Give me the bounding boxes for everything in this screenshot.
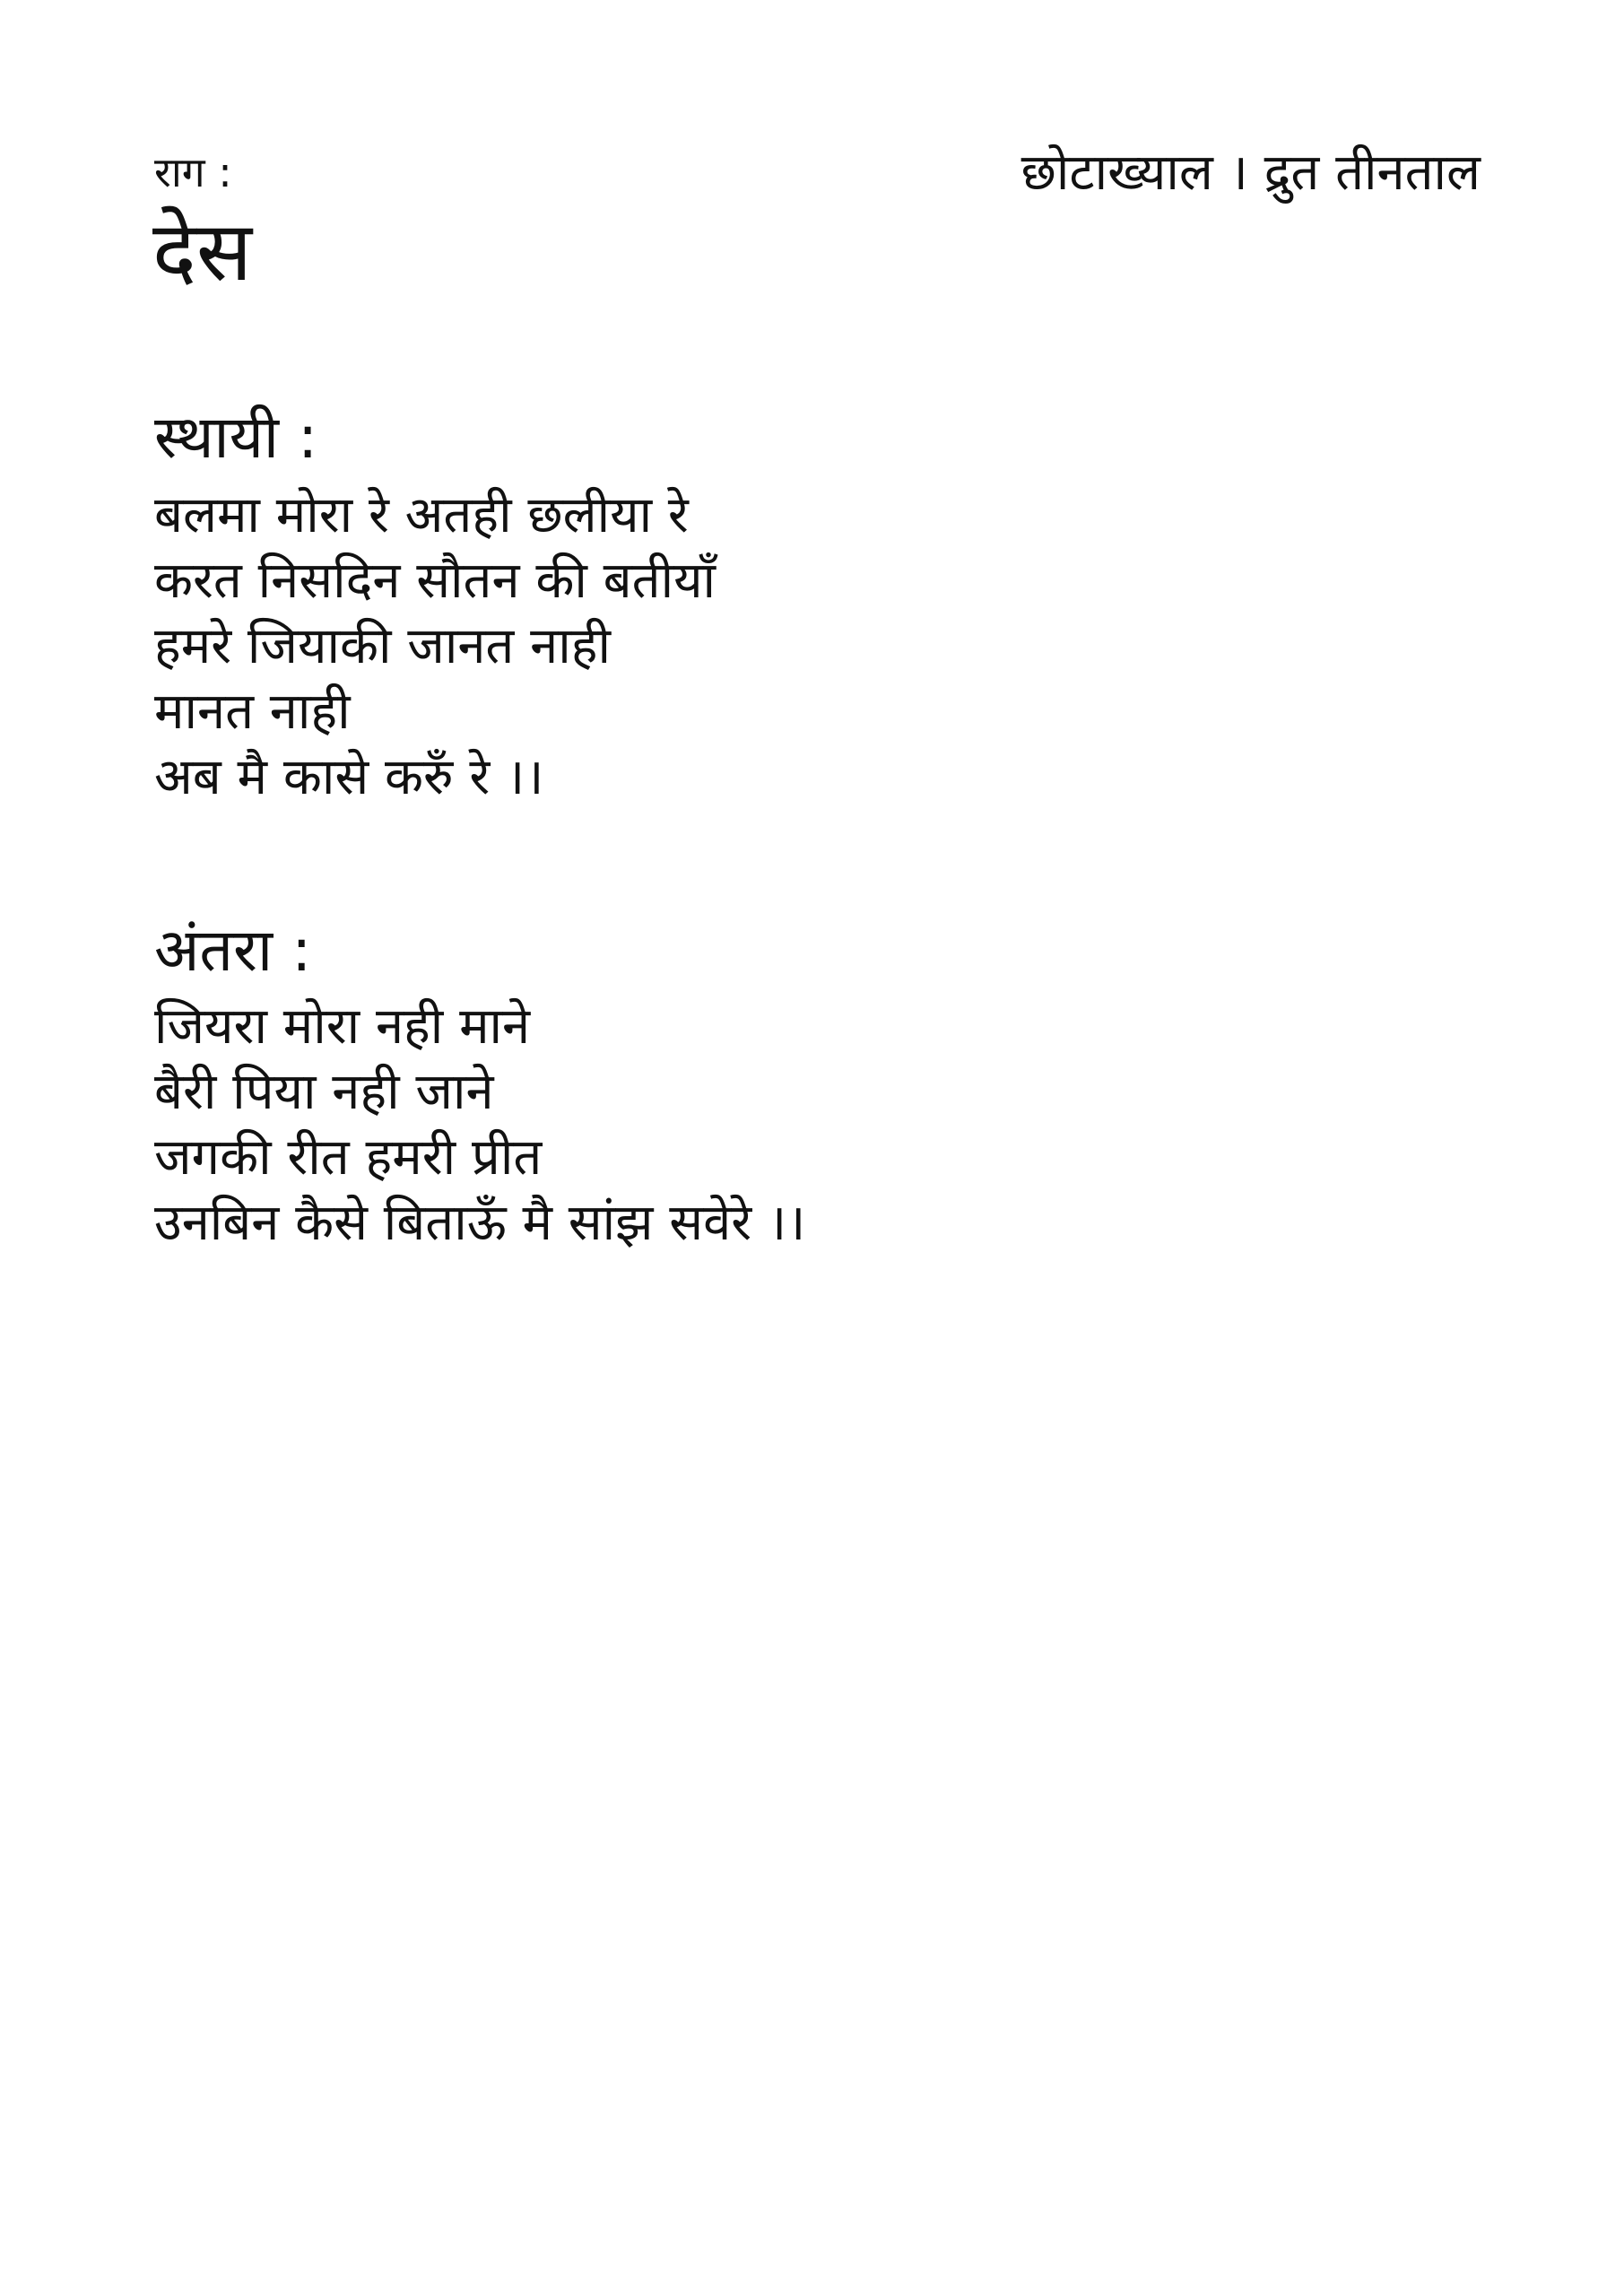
antara-lyrics (154, 994, 805, 1256)
antara-heading: अंतरा : (154, 916, 312, 985)
composition-form: छोटाख्याल । द्रुत तीनताल (1020, 144, 1481, 202)
antara-line: बैरी पिया नही जाने (154, 1063, 494, 1121)
sthayi-heading: स्थायी : (154, 403, 318, 472)
sthayi-line: अब मै कासे करुँ रे ।। (154, 748, 544, 806)
sthayi-line: मानत नाही (154, 683, 351, 741)
raag-name: देस (152, 204, 253, 300)
sthayi-line: बलमा मोरा रे अतही छलीया रे (154, 486, 689, 544)
antara-line: जगकी रीत हमरी प्रीत (154, 1128, 543, 1187)
antara-line: जियरा मोरा नही माने (154, 997, 531, 1056)
antara-line: उनबिन कैसे बिताऊँ मै सांझ सवेरे ।। (154, 1194, 806, 1252)
sthayi-lyrics (154, 483, 716, 810)
sthayi-line: करत निसदिन सौतन की बतीयाँ (154, 552, 716, 610)
sthayi-line: हमरे जियाकी जानत नाही (154, 617, 611, 675)
raag-label: राग : (154, 148, 232, 196)
